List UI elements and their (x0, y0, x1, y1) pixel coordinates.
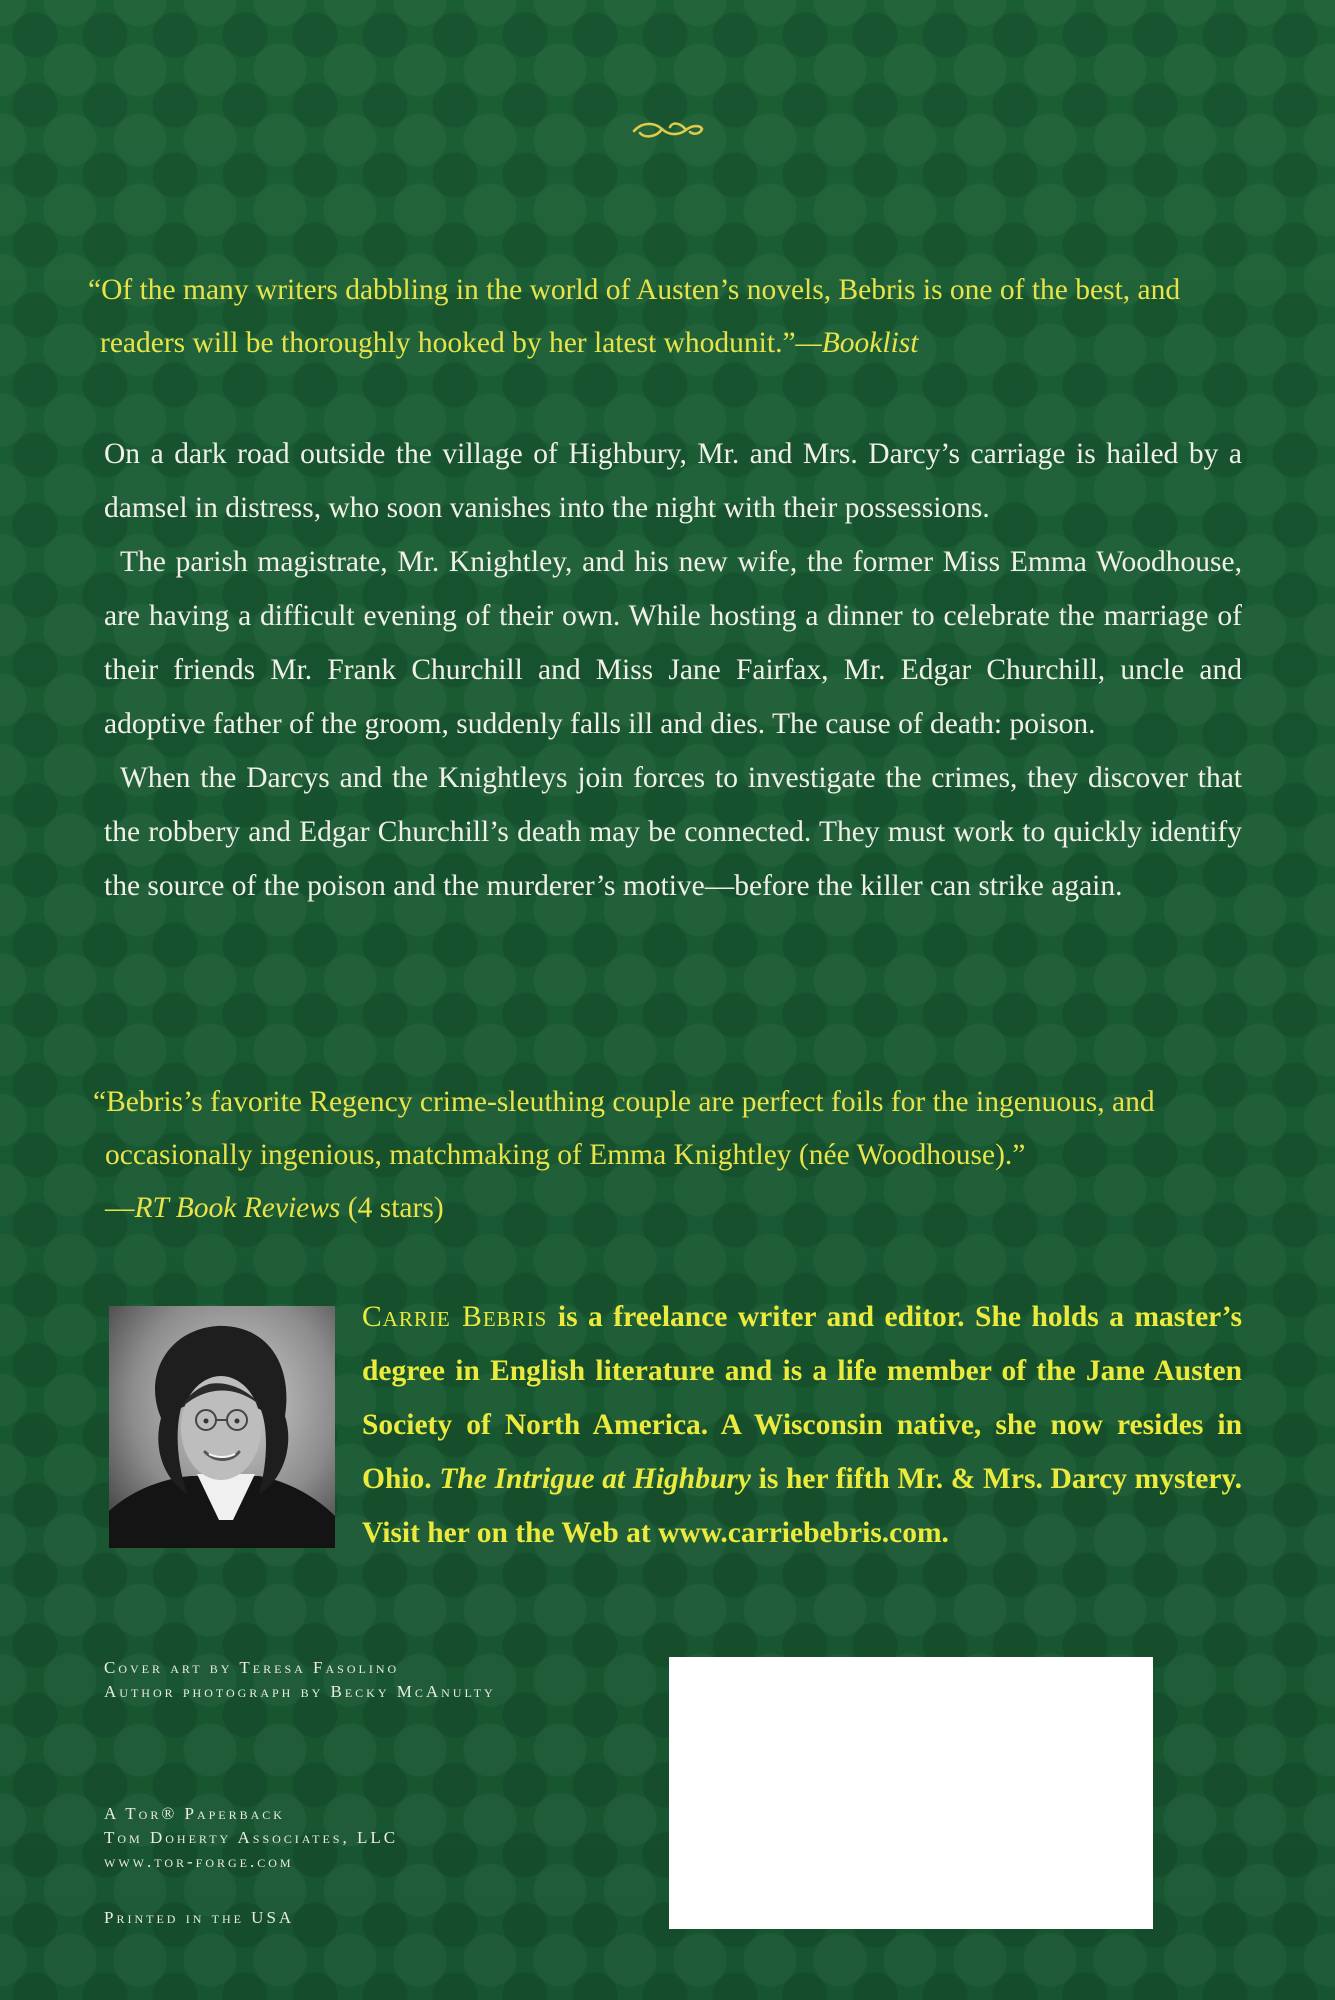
bio-text: is her fifth Mr. & Mrs. Darcy mystery. Visit her on the Web at www.carriebebris.com. (362, 1463, 1242, 1549)
printed-note (104, 1906, 294, 1930)
quote-source (93, 1182, 1246, 1235)
author-photo-credit: Author photograph by Becky McAnulty (104, 1682, 496, 1701)
publisher-info (104, 1802, 398, 1874)
rt-book-reviews-quote (93, 1076, 1246, 1235)
quote-line: “Bebris’s favorite Regency crime-sleuthing couple are perfect foils for the ingenuous, and (93, 1086, 1155, 1118)
printed-in-usa: Printed in the USA (104, 1908, 295, 1927)
description-paragraph: On a dark road outside the village of Highbury, Mr. and Mrs. Darcy’s carriage is hailed by a damsel in distress, who soon vanishes into the night with their possessions. (104, 438, 1242, 524)
publisher-name: Tom Doherty Associates, LLC (104, 1828, 399, 1847)
description-paragraph: The parish magistrate, Mr. Knightley, and his new wife, the former Miss Emma Woodhouse, are having a difficult evening of their own. While hosting a dinner to celebrate the marriage of their friends Mr. Frank Churchill and Miss Jane Fairfax, Mr. Edgar Churchill, uncle and adoptive father of the groom, suddenly falls ill and dies. The cause of death: poison. (104, 546, 1242, 740)
book-title: The Intrigue at Highbury (439, 1463, 751, 1495)
booklist-review-quote (88, 264, 1246, 370)
barcode-area (669, 1657, 1153, 1929)
cover-art-credit: Cover art by Teresa Fasolino (104, 1658, 400, 1677)
source-dash: — (105, 1192, 135, 1224)
quote-line: “Of the many writers dabbling in the world of Austen’s novels, Bebris is one of the best, and (88, 274, 1181, 306)
art-credits (104, 1656, 496, 1704)
author-name: Carrie Bebris (362, 1301, 548, 1333)
author-bio (362, 1290, 1242, 1560)
source-title: RT Book Reviews (134, 1192, 341, 1224)
flourish-ornament-icon (630, 114, 704, 144)
book-description (104, 427, 1242, 913)
quote-source: —Booklist (795, 327, 919, 359)
quote-line: occasionally ingenious, matchmaking of Emma Knightley (née Woodhouse).” (105, 1139, 1026, 1171)
description-paragraph: When the Darcys and the Knightleys join forces to investigate the crimes, they discover that the robbery and Edgar Churchill’s death may be connected. They must work to quickly identify the source of the poison and the murderer’s motive—before the killer can strike again. (104, 762, 1242, 902)
quote-line (88, 317, 1246, 370)
author-photo (109, 1306, 335, 1548)
publisher-imprint: A Tor® Paperback (104, 1804, 285, 1823)
source-rating: (4 stars) (340, 1192, 444, 1224)
quote-text: readers will be thoroughly hooked by her latest whodunit.” (100, 327, 796, 359)
bio-text: is a freelance writer and editor. She holds a master’s degree in English literature and is a life member of the Jane Austen Society of North America. A Wisconsin native, she now resides in Ohio. (362, 1301, 1243, 1495)
publisher-website: www.tor-forge.com (104, 1852, 294, 1871)
